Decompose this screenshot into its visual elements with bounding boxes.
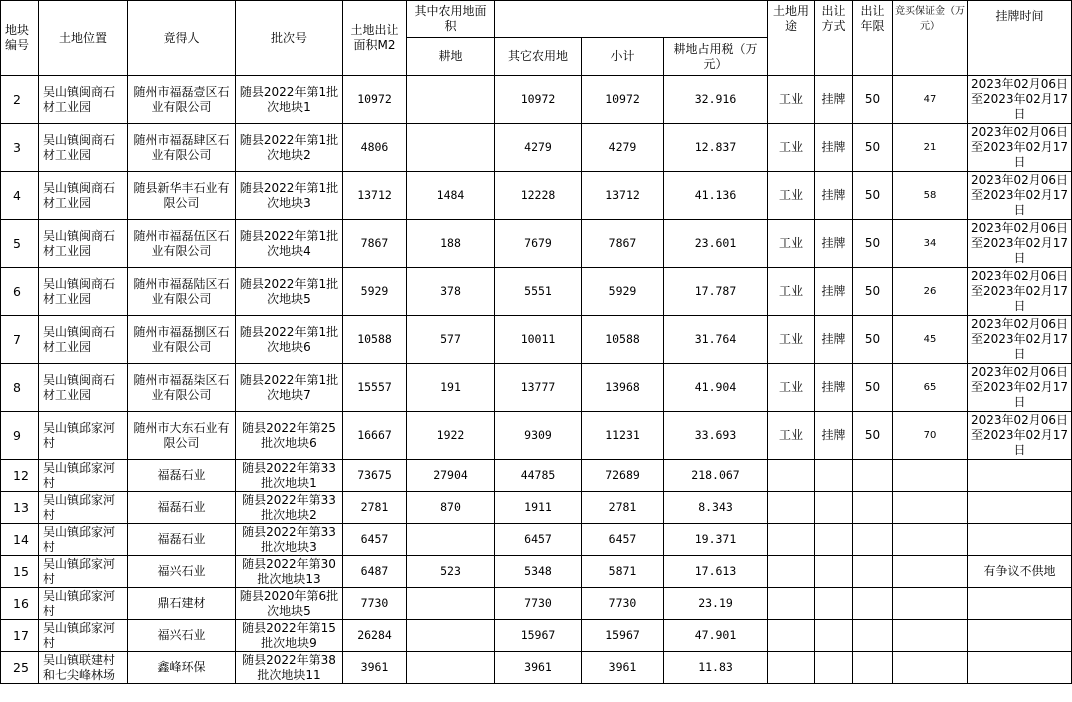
header-area: 土地出让面积M2: [343, 1, 407, 76]
cell-subtotal: 10972: [582, 76, 664, 124]
cell-location: 吴山镇闽商石材工业园: [39, 268, 128, 316]
cell-deposit: 26: [893, 268, 968, 316]
cell-method: 挂牌: [815, 268, 853, 316]
cell-batch: 随县2022年第33批次地块2: [236, 492, 343, 524]
cell-subtotal: 6457: [582, 524, 664, 556]
header-other-farm: 其它农用地: [495, 38, 582, 76]
cell-listing-time: 2023年02月06日至2023年02月17日: [968, 412, 1072, 460]
cell-method: 挂牌: [815, 364, 853, 412]
cell-cultivated: [407, 124, 495, 172]
cell-years: [853, 620, 893, 652]
header-location: 土地位置: [39, 1, 128, 76]
cell-tax: 12.837: [664, 124, 768, 172]
cell-winner: 随州市福磊伍区石业有限公司: [128, 220, 236, 268]
cell-area: 6457: [343, 524, 407, 556]
cell-use: [768, 524, 815, 556]
cell-subtotal: 5871: [582, 556, 664, 588]
cell-cultivated: 27904: [407, 460, 495, 492]
cell-location: 吴山镇邱家河村: [39, 492, 128, 524]
cell-deposit: 65: [893, 364, 968, 412]
cell-area: 16667: [343, 412, 407, 460]
cell-tax: 8.343: [664, 492, 768, 524]
cell-deposit: 21: [893, 124, 968, 172]
header-blank: [582, 1, 664, 38]
table-row: [1, 556, 1072, 588]
cell-tax: 41.904: [664, 364, 768, 412]
cell-batch: 随县2022年第25批次地块6: [236, 412, 343, 460]
cell-cultivated: 1922: [407, 412, 495, 460]
cell-area: 15557: [343, 364, 407, 412]
table-row: [1, 220, 1072, 268]
cell-tax: 32.916: [664, 76, 768, 124]
cell-cultivated: 577: [407, 316, 495, 364]
cell-winner: 福兴石业: [128, 620, 236, 652]
cell-location: 吴山镇联建村和七尖峰林场: [39, 652, 128, 684]
cell-deposit: [893, 556, 968, 588]
cell-winner: 随州市福磊壹区石业有限公司: [128, 76, 236, 124]
cell-deposit: 47: [893, 76, 968, 124]
cell-cultivated: [407, 76, 495, 124]
cell-tax: 11.83: [664, 652, 768, 684]
cell-method: 挂牌: [815, 124, 853, 172]
cell-method: [815, 556, 853, 588]
cell-batch: 随县2020年第6批次地块5: [236, 588, 343, 620]
cell-location: 吴山镇邱家河村: [39, 588, 128, 620]
cell-area: 26284: [343, 620, 407, 652]
cell-block-no: 9: [1, 412, 39, 460]
cell-years: 50: [853, 124, 893, 172]
cell-block-no: 7: [1, 316, 39, 364]
cell-deposit: [893, 460, 968, 492]
cell-winner: 随州市福磊陆区石业有限公司: [128, 268, 236, 316]
cell-cultivated: 1484: [407, 172, 495, 220]
cell-method: 挂牌: [815, 412, 853, 460]
cell-tax: 47.901: [664, 620, 768, 652]
cell-deposit: 34: [893, 220, 968, 268]
cell-area: 73675: [343, 460, 407, 492]
cell-use: [768, 556, 815, 588]
header-block-no: 地块编号: [1, 1, 39, 76]
cell-method: [815, 460, 853, 492]
cell-tax: 31.764: [664, 316, 768, 364]
cell-other-farm: 44785: [495, 460, 582, 492]
cell-years: [853, 588, 893, 620]
header-row-1: [1, 1, 1072, 38]
cell-location: 吴山镇闽商石材工业园: [39, 172, 128, 220]
cell-block-no: 2: [1, 76, 39, 124]
cell-area: 3961: [343, 652, 407, 684]
cell-tax: 17.613: [664, 556, 768, 588]
cell-subtotal: 2781: [582, 492, 664, 524]
cell-subtotal: 3961: [582, 652, 664, 684]
cell-deposit: [893, 492, 968, 524]
header-listing-time: 挂牌时间: [968, 1, 1072, 76]
cell-location: 吴山镇闽商石材工业园: [39, 124, 128, 172]
cell-winner: 随州市福磊肆区石业有限公司: [128, 124, 236, 172]
cell-use: [768, 492, 815, 524]
cell-deposit: [893, 652, 968, 684]
cell-cultivated: [407, 652, 495, 684]
cell-area: 7867: [343, 220, 407, 268]
cell-use: 工业: [768, 364, 815, 412]
cell-other-farm: 7679: [495, 220, 582, 268]
cell-listing-time: 2023年02月06日至2023年02月17日: [968, 316, 1072, 364]
cell-location: 吴山镇闽商石材工业园: [39, 316, 128, 364]
cell-area: 7730: [343, 588, 407, 620]
table-row: [1, 364, 1072, 412]
cell-use: [768, 588, 815, 620]
cell-batch: 随县2022年第1批次地块3: [236, 172, 343, 220]
cell-area: 2781: [343, 492, 407, 524]
cell-block-no: 3: [1, 124, 39, 172]
cell-years: [853, 652, 893, 684]
cell-listing-time: 2023年02月06日至2023年02月17日: [968, 364, 1072, 412]
header-tax: 耕地占用税（万元）: [664, 38, 768, 76]
cell-batch: 随县2022年第33批次地块3: [236, 524, 343, 556]
cell-subtotal: 7730: [582, 588, 664, 620]
header-years: 出让年限: [853, 1, 893, 76]
cell-use: 工业: [768, 124, 815, 172]
cell-use: 工业: [768, 172, 815, 220]
header-blank: [664, 1, 768, 38]
cell-listing-time: [968, 524, 1072, 556]
cell-location: 吴山镇邱家河村: [39, 412, 128, 460]
cell-subtotal: 11231: [582, 412, 664, 460]
cell-tax: 41.136: [664, 172, 768, 220]
cell-winner: 福磊石业: [128, 460, 236, 492]
cell-deposit: 70: [893, 412, 968, 460]
cell-winner: 随州市福磊捌区石业有限公司: [128, 316, 236, 364]
cell-method: 挂牌: [815, 316, 853, 364]
cell-other-farm: 15967: [495, 620, 582, 652]
cell-winner: 随州市福磊柒区石业有限公司: [128, 364, 236, 412]
cell-batch: 随县2022年第33批次地块1: [236, 460, 343, 492]
cell-other-farm: 7730: [495, 588, 582, 620]
cell-years: 50: [853, 316, 893, 364]
cell-method: [815, 620, 853, 652]
cell-location: 吴山镇邱家河村: [39, 524, 128, 556]
cell-listing-time: [968, 460, 1072, 492]
cell-method: [815, 492, 853, 524]
cell-method: 挂牌: [815, 76, 853, 124]
cell-area: 6487: [343, 556, 407, 588]
table-row: [1, 76, 1072, 124]
cell-listing-time: 2023年02月06日至2023年02月17日: [968, 220, 1072, 268]
cell-batch: 随县2022年第1批次地块2: [236, 124, 343, 172]
cell-block-no: 4: [1, 172, 39, 220]
header-subtotal: 小计: [582, 38, 664, 76]
cell-batch: 随县2022年第15批次地块9: [236, 620, 343, 652]
cell-block-no: 25: [1, 652, 39, 684]
cell-subtotal: 7867: [582, 220, 664, 268]
cell-other-farm: 4279: [495, 124, 582, 172]
cell-deposit: [893, 620, 968, 652]
cell-batch: 随县2022年第1批次地块7: [236, 364, 343, 412]
cell-subtotal: 4279: [582, 124, 664, 172]
cell-listing-time: 2023年02月06日至2023年02月17日: [968, 124, 1072, 172]
header-method: 出让方式: [815, 1, 853, 76]
cell-use: 工业: [768, 412, 815, 460]
cell-deposit: 58: [893, 172, 968, 220]
table-row: [1, 124, 1072, 172]
cell-block-no: 16: [1, 588, 39, 620]
table-row: [1, 492, 1072, 524]
table-row: [1, 524, 1072, 556]
cell-location: 吴山镇闽商石材工业园: [39, 364, 128, 412]
table-row: [1, 652, 1072, 684]
cell-area: 13712: [343, 172, 407, 220]
cell-winner: 福磊石业: [128, 492, 236, 524]
cell-location: 吴山镇邱家河村: [39, 460, 128, 492]
cell-years: [853, 556, 893, 588]
table-row: [1, 268, 1072, 316]
table-row: [1, 316, 1072, 364]
cell-block-no: 6: [1, 268, 39, 316]
header-batch: 批次号: [236, 1, 343, 76]
cell-listing-time: 2023年02月06日至2023年02月17日: [968, 172, 1072, 220]
cell-tax: 17.787: [664, 268, 768, 316]
cell-cultivated: [407, 620, 495, 652]
cell-cultivated: 191: [407, 364, 495, 412]
table-row: [1, 460, 1072, 492]
cell-use: 工业: [768, 316, 815, 364]
table-row: [1, 172, 1072, 220]
cell-years: 50: [853, 172, 893, 220]
cell-years: 50: [853, 268, 893, 316]
cell-other-farm: 13777: [495, 364, 582, 412]
cell-subtotal: 13968: [582, 364, 664, 412]
cell-batch: 随县2022年第1批次地块5: [236, 268, 343, 316]
cell-years: 50: [853, 364, 893, 412]
cell-use: 工业: [768, 220, 815, 268]
header-winner: 竟得人: [128, 1, 236, 76]
cell-winner: 福磊石业: [128, 524, 236, 556]
cell-subtotal: 5929: [582, 268, 664, 316]
cell-cultivated: [407, 588, 495, 620]
cell-tax: 23.19: [664, 588, 768, 620]
cell-cultivated: 523: [407, 556, 495, 588]
cell-years: 50: [853, 220, 893, 268]
cell-deposit: 45: [893, 316, 968, 364]
cell-other-farm: 3961: [495, 652, 582, 684]
cell-subtotal: 13712: [582, 172, 664, 220]
cell-years: 50: [853, 412, 893, 460]
cell-area: 10972: [343, 76, 407, 124]
cell-other-farm: 10011: [495, 316, 582, 364]
cell-winner: 鑫峰环保: [128, 652, 236, 684]
cell-tax: 33.693: [664, 412, 768, 460]
cell-method: [815, 524, 853, 556]
cell-listing-time: 有争议不供地: [968, 556, 1072, 588]
cell-cultivated: 188: [407, 220, 495, 268]
cell-deposit: [893, 524, 968, 556]
cell-block-no: 8: [1, 364, 39, 412]
cell-winner: 鼎石建材: [128, 588, 236, 620]
cell-use: [768, 620, 815, 652]
cell-other-farm: 1911: [495, 492, 582, 524]
cell-use: 工业: [768, 76, 815, 124]
cell-use: 工业: [768, 268, 815, 316]
cell-years: [853, 460, 893, 492]
cell-block-no: 17: [1, 620, 39, 652]
cell-method: 挂牌: [815, 220, 853, 268]
cell-winner: 福兴石业: [128, 556, 236, 588]
cell-tax: 19.371: [664, 524, 768, 556]
cell-winner: 随州市大东石业有限公司: [128, 412, 236, 460]
cell-use: [768, 460, 815, 492]
cell-subtotal: 10588: [582, 316, 664, 364]
cell-years: 50: [853, 76, 893, 124]
cell-area: 4806: [343, 124, 407, 172]
cell-subtotal: 15967: [582, 620, 664, 652]
cell-block-no: 15: [1, 556, 39, 588]
cell-listing-time: [968, 652, 1072, 684]
cell-listing-time: [968, 588, 1072, 620]
header-farm-area: 其中农用地面积: [407, 1, 495, 38]
cell-listing-time: 2023年02月06日至2023年02月17日: [968, 268, 1072, 316]
cell-other-farm: 5551: [495, 268, 582, 316]
cell-area: 10588: [343, 316, 407, 364]
header-blank: [495, 1, 582, 38]
cell-batch: 随县2022年第1批次地块4: [236, 220, 343, 268]
cell-method: [815, 588, 853, 620]
header-deposit: 竞买保证金（万元）: [893, 1, 968, 76]
table-row: [1, 588, 1072, 620]
cell-listing-time: [968, 620, 1072, 652]
cell-cultivated: 870: [407, 492, 495, 524]
cell-other-farm: 12228: [495, 172, 582, 220]
cell-other-farm: 6457: [495, 524, 582, 556]
cell-method: [815, 652, 853, 684]
cell-winner: 随县新华丰石业有限公司: [128, 172, 236, 220]
cell-listing-time: [968, 492, 1072, 524]
cell-method: 挂牌: [815, 172, 853, 220]
cell-block-no: 5: [1, 220, 39, 268]
cell-tax: 218.067: [664, 460, 768, 492]
cell-batch: 随县2022年第38批次地块11: [236, 652, 343, 684]
cell-cultivated: 378: [407, 268, 495, 316]
cell-location: 吴山镇邱家河村: [39, 556, 128, 588]
cell-block-no: 12: [1, 460, 39, 492]
cell-batch: 随县2022年第1批次地块6: [236, 316, 343, 364]
cell-batch: 随县2022年第1批次地块1: [236, 76, 343, 124]
cell-deposit: [893, 588, 968, 620]
cell-block-no: 14: [1, 524, 39, 556]
cell-location: 吴山镇邱家河村: [39, 620, 128, 652]
cell-block-no: 13: [1, 492, 39, 524]
cell-batch: 随县2022年第30批次地块13: [236, 556, 343, 588]
header-use: 土地用途: [768, 1, 815, 76]
table-row: [1, 620, 1072, 652]
cell-years: [853, 492, 893, 524]
cell-years: [853, 524, 893, 556]
cell-other-farm: 10972: [495, 76, 582, 124]
table-row: [1, 412, 1072, 460]
cell-area: 5929: [343, 268, 407, 316]
cell-location: 吴山镇闽商石材工业园: [39, 220, 128, 268]
cell-other-farm: 5348: [495, 556, 582, 588]
cell-listing-time: 2023年02月06日至2023年02月17日: [968, 76, 1072, 124]
cell-cultivated: [407, 524, 495, 556]
cell-subtotal: 72689: [582, 460, 664, 492]
header-cultivated: 耕地: [407, 38, 495, 76]
cell-location: 吴山镇闽商石材工业园: [39, 76, 128, 124]
cell-tax: 23.601: [664, 220, 768, 268]
cell-use: [768, 652, 815, 684]
cell-other-farm: 9309: [495, 412, 582, 460]
